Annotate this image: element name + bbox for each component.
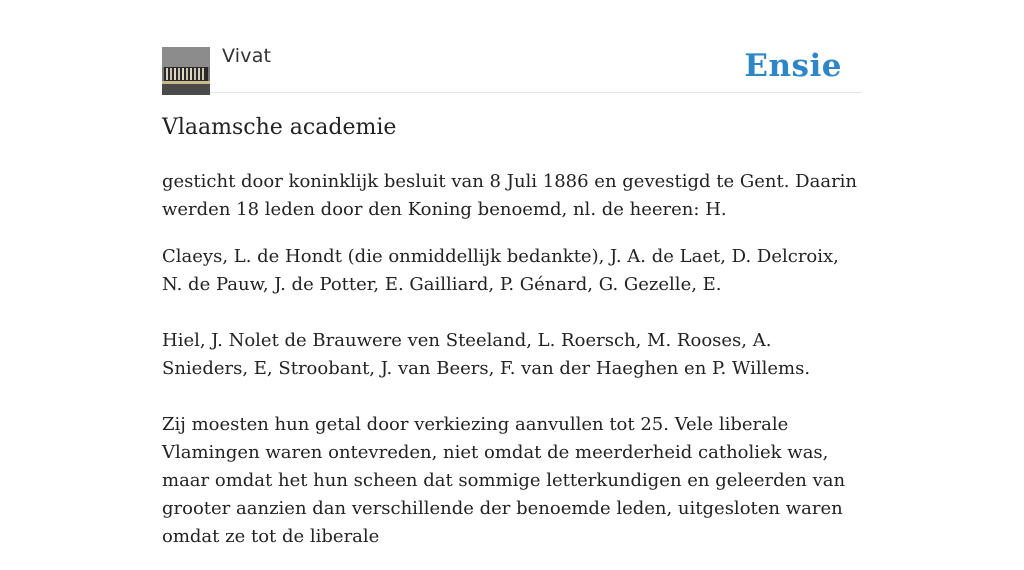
author-avatar[interactable] [162, 47, 210, 95]
content-column [162, 0, 862, 547]
paragraph: Zij moesten hun getal door verkiezing aanvullen tot 25. Vele liberale Vlamingen waren ontevreden, niet omdat de meerderheid catholiek was, maar omdat het hun scheen dat sommige letterkundigen en geleerden van grooter aanzien dan verschillende der benoemde leden, uitgesloten waren omdat ze tot de liberale [162, 414, 846, 547]
header [162, 0, 862, 93]
author-name[interactable]: Vivat [222, 45, 272, 67]
avatar-image-icon [162, 47, 210, 95]
article-body [162, 168, 862, 570]
paragraph: Claeys, L. de Hondt (die onmiddellijk bedankte), J. A. de Laet, D. Delcroix, N. de Pauw, J. de Potter, E. Gailliard, P. Génard, G. Gezelle, E. [162, 246, 839, 295]
paragraph: Hiel, J. Nolet de Brauwere ven Steeland, L. Roersch, M. Rooses, A. Snieders, E, Stroobant, J. van Beers, F. van der Haeghen en P. Willems. [162, 330, 811, 379]
page-title: Vlaamsche academie [162, 115, 397, 140]
paragraph: gesticht door koninklijk besluit van 8 Juli 1886 en gevestigd te Gent. Daarin werden 18 leden door den Koning benoemd, nl. de heeren: H. [162, 171, 858, 220]
brand-logo[interactable]: Ensie [744, 48, 842, 84]
